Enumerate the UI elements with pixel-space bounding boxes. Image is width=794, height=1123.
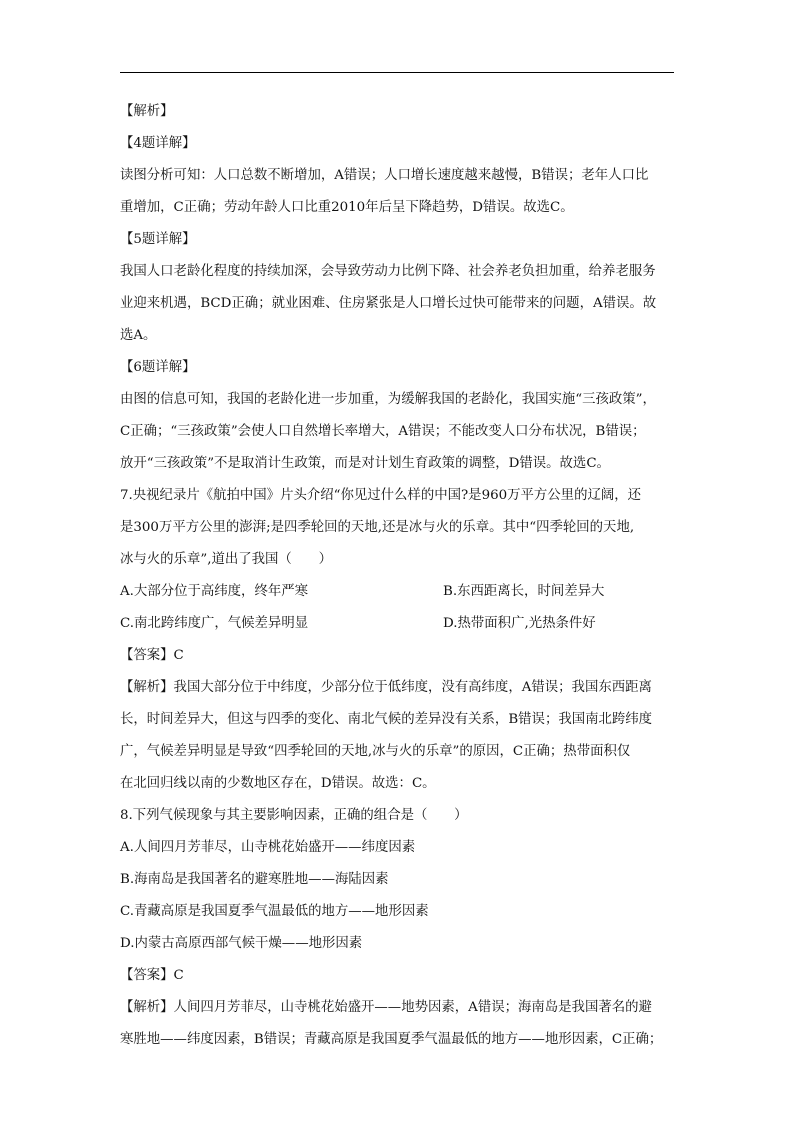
q4-text-line-1: 读图分析可知：人口总数不断增加，A错误；人口增长速度越来越慢，B错误；老年人口比 [120, 168, 649, 183]
q8-stem: 8.下列气候现象与其主要影响因素，正确的组合是（ ） [120, 808, 468, 823]
q7-stem-line-2: 是300万平方公里的澎湃;是四季轮回的天地,还是冰与火的乐章。其中“四季轮回的天地, [120, 520, 635, 535]
q7-answer: 【答案】C [120, 648, 184, 663]
q7-analysis-line-1: 【解析】我国大部分位于中纬度，少部分位于低纬度，没有高纬度，A错误；我国东西距离 [120, 680, 652, 695]
q6-text-line-1: 由图的信息可知，我国的老龄化进一步加重，为缓解我国的老龄化，我国实施“三孩政策”， [120, 392, 656, 407]
q7-option-a: A.大部分位于高纬度，终年严寒 [120, 584, 309, 599]
q7-stem-line-3: 冰与火的乐章”,道出了我国（ ） [120, 552, 332, 567]
q4-text-line-2: 重增加，C正确；劳动年龄人口比重2010年后呈下降趋势，D错误。故选C。 [120, 200, 574, 215]
q7-analysis-line-2: 长，时间差异大，但这与四季的变化、南北气候的差异没有关系，B错误；我国南北跨纬度 [120, 712, 653, 727]
q7-stem-line-1: 7.央视纪录片《航拍中国》片头介绍“你见过什么样的中国?是960万平方公里的辽阔，还 [120, 488, 642, 503]
header-rule [120, 72, 674, 73]
q5-text-line-3: 选A。 [120, 328, 157, 343]
q8-analysis-line-2: 寒胜地——纬度因素，B错误；青藏高原是我国夏季气温最低的地方——地形因素，C正确； [120, 1032, 663, 1047]
q5-detail-heading: 【5题详解】 [120, 232, 196, 247]
q5-text-line-1: 我国人口老龄化程度的持续加深，会导致劳动力比例下降、社会养老负担加重，给养老服务 [120, 264, 656, 279]
q7-analysis-line-3: 广，气候差异明显是导致“四季轮回的天地,冰与火的乐章”的原因，C正确；热带面积仅 [120, 744, 631, 759]
q8-answer: 【答案】C [120, 968, 184, 983]
q6-text-line-2: C正确；“三孩政策”会使人口自然增长率增大，A错误；不能改变人口分布状况，B错误； [120, 424, 646, 439]
analysis-heading: 【解析】 [120, 104, 174, 119]
q6-text-line-3: 放开“三孩政策”不是取消计生政策，而是对计划生育政策的调整，D错误。故选C。 [120, 456, 610, 471]
q8-option-a: A.人间四月芳菲尽，山寺桃花始盛开——纬度因素 [120, 840, 416, 855]
q8-option-d: D.内蒙古高原西部气候干燥——地形因素 [120, 936, 363, 951]
q8-analysis-line-1: 【解析】人间四月芳菲尽，山寺桃花始盛开——地势因素，A错误；海南岛是我国著名的避 [120, 1000, 652, 1015]
q7-option-d: D.热带面积广,光热条件好 [443, 616, 596, 631]
q7-analysis-line-4: 在北回归线以南的少数地区存在，D错误。故选：C。 [120, 776, 436, 791]
q6-detail-heading: 【6题详解】 [120, 360, 196, 375]
q4-detail-heading: 【4题详解】 [120, 136, 196, 151]
q7-option-b: B.东西距离长，时间差异大 [443, 584, 605, 599]
q8-option-b: B.海南岛是我国著名的避寒胜地——海陆因素 [120, 872, 389, 887]
q7-option-c: C.南北跨纬度广，气候差异明显 [120, 616, 309, 631]
q5-text-line-2: 业迎来机遇，BCD正确；就业困难、住房紧张是人口增长过快可能带来的问题，A错误。故 [120, 296, 657, 311]
q8-option-c: C.青藏高原是我国夏季气温最低的地方——地形因素 [120, 904, 429, 919]
